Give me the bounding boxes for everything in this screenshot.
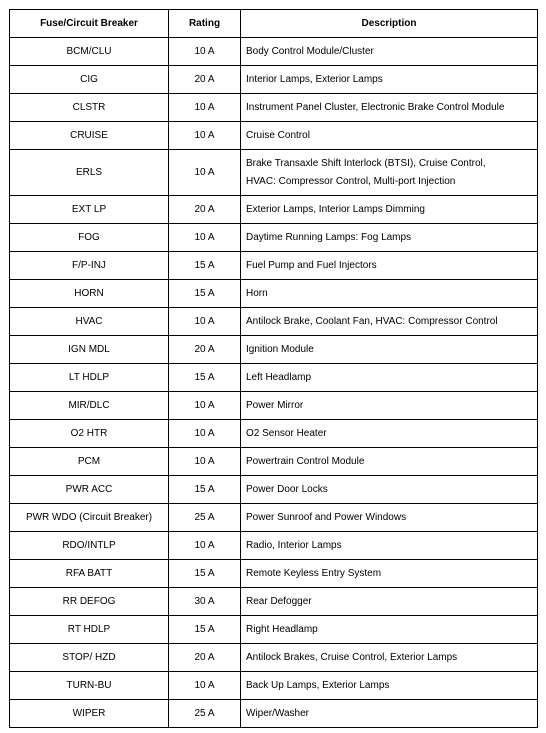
rating-cell: 10 A	[169, 448, 241, 476]
table-row	[10, 420, 538, 448]
table-row	[10, 616, 538, 644]
fuse-cell: RDO/INTLP	[10, 532, 169, 560]
rating-cell: 15 A	[169, 364, 241, 392]
description-cell: Fuel Pump and Fuel Injectors	[241, 252, 538, 280]
description-cell: Power Door Locks	[241, 476, 538, 504]
table-row	[10, 588, 538, 616]
fuse-cell: HVAC	[10, 308, 169, 336]
table-row	[10, 308, 538, 336]
table-row	[10, 280, 538, 308]
rating-cell: 25 A	[169, 700, 241, 728]
fuse-cell: RFA BATT	[10, 560, 169, 588]
table-row	[10, 448, 538, 476]
table-row	[10, 532, 538, 560]
description-cell: Interior Lamps, Exterior Lamps	[241, 66, 538, 94]
description-cell: Remote Keyless Entry System	[241, 560, 538, 588]
table-row	[10, 364, 538, 392]
table-row	[10, 644, 538, 672]
rating-cell: 10 A	[169, 308, 241, 336]
rating-cell: 15 A	[169, 476, 241, 504]
fuse-cell: LT HDLP	[10, 364, 169, 392]
rating-cell: 15 A	[169, 560, 241, 588]
fuse-cell: FOG	[10, 224, 169, 252]
table-row	[10, 504, 538, 532]
rating-cell: 10 A	[169, 672, 241, 700]
description-cell: Exterior Lamps, Interior Lamps Dimming	[241, 196, 538, 224]
rating-cell: 10 A	[169, 38, 241, 66]
description-cell: O2 Sensor Heater	[241, 420, 538, 448]
fuse-cell: WIPER	[10, 700, 169, 728]
rating-cell: 10 A	[169, 420, 241, 448]
fuse-cell: RT HDLP	[10, 616, 169, 644]
description-cell: Wiper/Washer	[241, 700, 538, 728]
table-row	[10, 224, 538, 252]
description-cell: Left Headlamp	[241, 364, 538, 392]
table-row	[10, 700, 538, 728]
table-row	[10, 94, 538, 122]
fuse-cell: TURN-BU	[10, 672, 169, 700]
rating-cell: 20 A	[169, 336, 241, 364]
fuse-cell: CLSTR	[10, 94, 169, 122]
header-row	[10, 10, 538, 38]
rating-cell: 15 A	[169, 616, 241, 644]
description-cell: Cruise Control	[241, 122, 538, 150]
rating-cell: 10 A	[169, 532, 241, 560]
description-cell: Horn	[241, 280, 538, 308]
description-cell: Back Up Lamps, Exterior Lamps	[241, 672, 538, 700]
rating-cell: 15 A	[169, 280, 241, 308]
fuse-cell: MIR/DLC	[10, 392, 169, 420]
description-cell: Instrument Panel Cluster, Electronic Brake Control Module	[241, 94, 538, 122]
header-description: Description	[241, 10, 538, 38]
rating-cell: 20 A	[169, 66, 241, 94]
table-row	[10, 560, 538, 588]
table-row	[10, 252, 538, 280]
rating-cell: 10 A	[169, 122, 241, 150]
table-row	[10, 672, 538, 700]
rating-cell: 10 A	[169, 94, 241, 122]
rating-cell: 20 A	[169, 644, 241, 672]
table-row	[10, 66, 538, 94]
table-row	[10, 336, 538, 364]
description-cell: Radio, Interior Lamps	[241, 532, 538, 560]
description-cell	[241, 150, 538, 196]
fuse-cell: O2 HTR	[10, 420, 169, 448]
description-cell: Power Mirror	[241, 392, 538, 420]
table-row	[10, 476, 538, 504]
fuse-cell: EXT LP	[10, 196, 169, 224]
rating-cell: 20 A	[169, 196, 241, 224]
table-row	[10, 392, 538, 420]
description-cell: Daytime Running Lamps: Fog Lamps	[241, 224, 538, 252]
fuse-cell: ERLS	[10, 150, 169, 196]
table-row	[10, 38, 538, 66]
fuse-cell: BCM/CLU	[10, 38, 169, 66]
table-row	[10, 150, 538, 196]
description-line: Brake Transaxle Shift Interlock (BTSI), Cruise Control,	[246, 157, 486, 169]
fuse-cell: PWR ACC	[10, 476, 169, 504]
fuse-cell: F/P-INJ	[10, 252, 169, 280]
description-cell: Antilock Brakes, Cruise Control, Exterior Lamps	[241, 644, 538, 672]
rating-cell: 10 A	[169, 392, 241, 420]
description-cell: Body Control Module/Cluster	[241, 38, 538, 66]
description-cell: Powertrain Control Module	[241, 448, 538, 476]
description-cell: Rear Defogger	[241, 588, 538, 616]
fuse-cell: CIG	[10, 66, 169, 94]
table-row	[10, 196, 538, 224]
fuse-cell: RR DEFOG	[10, 588, 169, 616]
rating-cell: 10 A	[169, 224, 241, 252]
description-cell: Ignition Module	[241, 336, 538, 364]
rating-cell: 25 A	[169, 504, 241, 532]
fuse-cell: PCM	[10, 448, 169, 476]
rating-cell: 10 A	[169, 150, 241, 196]
header-fuse: Fuse/Circuit Breaker	[10, 10, 169, 38]
table-row	[10, 122, 538, 150]
header-rating: Rating	[169, 10, 241, 38]
fuse-cell: STOP/ HZD	[10, 644, 169, 672]
description-cell: Power Sunroof and Power Windows	[241, 504, 538, 532]
fuse-cell: HORN	[10, 280, 169, 308]
fuse-cell: PWR WDO (Circuit Breaker)	[10, 504, 169, 532]
fuse-cell: IGN MDL	[10, 336, 169, 364]
rating-cell: 30 A	[169, 588, 241, 616]
description-cell: Antilock Brake, Coolant Fan, HVAC: Compressor Control	[241, 308, 538, 336]
description-line: HVAC: Compressor Control, Multi-port Injection	[246, 175, 456, 187]
rating-cell: 15 A	[169, 252, 241, 280]
description-cell: Right Headlamp	[241, 616, 538, 644]
fuse-table	[9, 9, 538, 728]
fuse-cell: CRUISE	[10, 122, 169, 150]
